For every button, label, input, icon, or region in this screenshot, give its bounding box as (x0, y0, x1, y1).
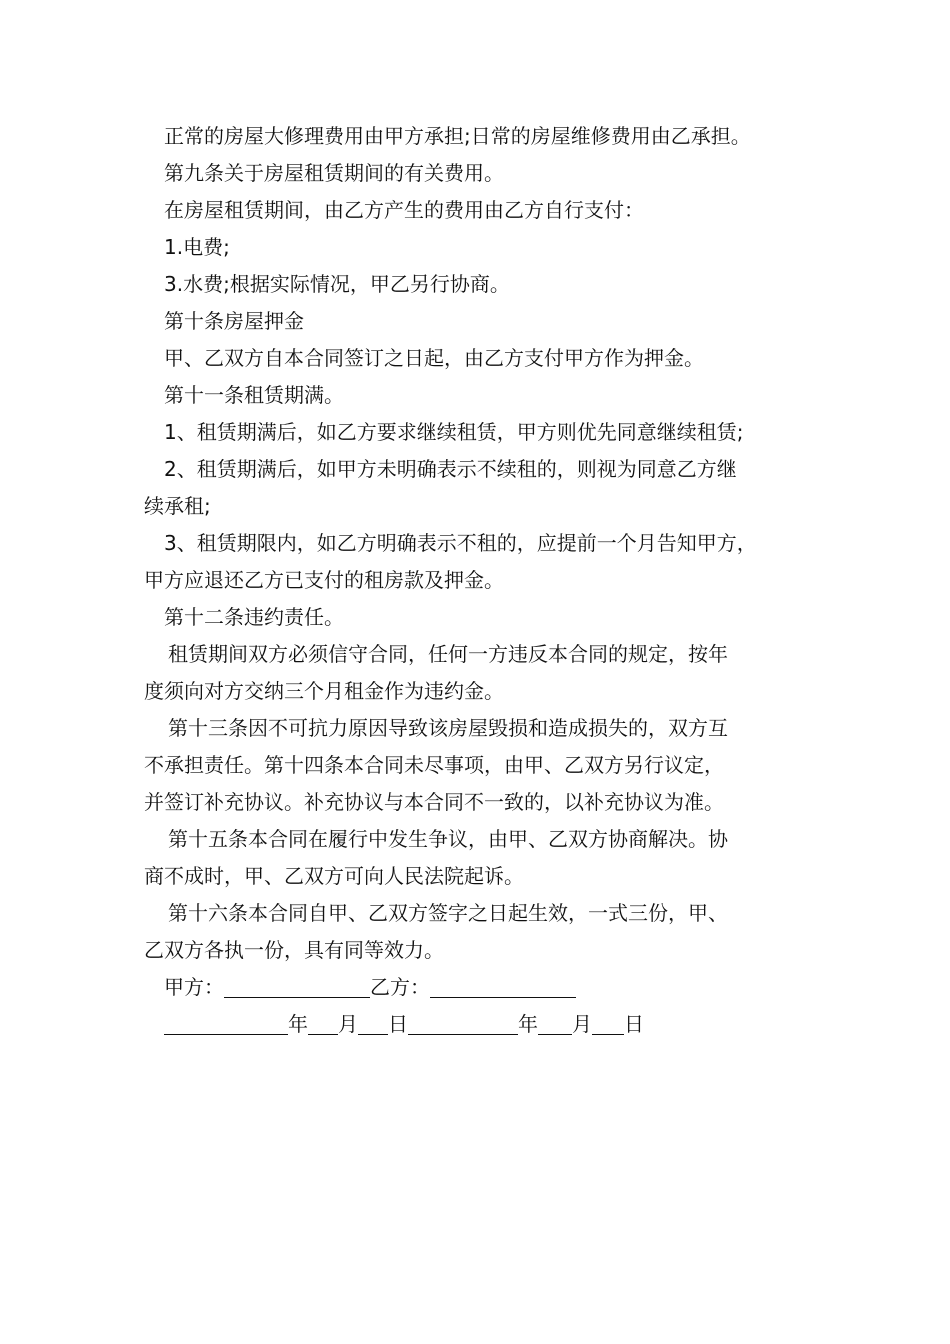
party-a-day-blank[interactable] (358, 1010, 388, 1035)
paragraph-line: 租赁期间双方必须信守合同，任何一方违反本合同的规定，按年 (168, 642, 728, 666)
paragraph-continuation: 商不成时，甲、乙双方可向人民法院起诉。 (144, 864, 524, 888)
date-line (144, 1006, 824, 1043)
list-item: 2、租赁期满后，如甲方未明确表示不续租的，则视为同意乙方继 (164, 457, 737, 481)
paragraph-line: 甲、乙双方自本合同签订之日起，由乙方支付甲方作为押金。 (164, 346, 704, 370)
day-label: 日 (624, 1012, 644, 1036)
list-item: 1.电费; (164, 235, 230, 259)
paragraph-line: 第十五条本合同在履行中发生争议，由甲、乙双方协商解决。协 (168, 827, 728, 851)
day-label: 日 (388, 1012, 408, 1036)
party-b-year-blank[interactable] (408, 1010, 518, 1035)
list-item: 1、租赁期满后，如乙方要求继续租赁，甲方则优先同意继续租赁; (164, 420, 744, 444)
list-item-continuation: 甲方应退还乙方已支付的租房款及押金。 (144, 568, 504, 592)
party-a-year-blank[interactable] (164, 1010, 288, 1035)
signature-line (144, 969, 824, 1006)
clause-heading: 第十条房屋押金 (164, 309, 304, 333)
party-b-signature-blank[interactable] (430, 973, 576, 998)
clause-heading: 第十二条违约责任。 (164, 605, 344, 629)
clause-heading: 第九条关于房屋租赁期间的有关费用。 (164, 161, 504, 185)
party-b-month-blank[interactable] (538, 1010, 572, 1035)
year-label: 年 (288, 1012, 308, 1036)
party-a-label: 甲方： (164, 975, 224, 999)
paragraph-line: 在房屋租赁期间，由乙方产生的费用由乙方自行支付： (164, 198, 644, 222)
party-a-signature-blank[interactable] (224, 973, 370, 998)
paragraph-continuation: 不承担责任。第十四条本合同未尽事项，由甲、乙双方另行议定， (144, 753, 724, 777)
party-b-label: 乙方： (370, 975, 430, 999)
year-label: 年 (518, 1012, 538, 1036)
list-item: 3、租赁期限内，如乙方明确表示不租的，应提前一个月告知甲方， (164, 531, 757, 555)
party-a-month-blank[interactable] (308, 1010, 338, 1035)
contract-body (144, 118, 824, 1043)
paragraph-continuation: 并签订补充协议。补充协议与本合同不一致的，以补充协议为准。 (144, 790, 724, 814)
paragraph-line: 第十三条因不可抗力原因导致该房屋毁损和造成损失的，双方互 (168, 716, 728, 740)
month-label: 月 (572, 1012, 592, 1036)
paragraph-continuation: 度须向对方交纳三个月租金作为违约金。 (144, 679, 504, 703)
clause-heading: 第十一条租赁期满。 (164, 383, 344, 407)
paragraph-continuation: 乙双方各执一份，具有同等效力。 (144, 938, 444, 962)
paragraph-line: 第十六条本合同自甲、乙双方签字之日起生效，一式三份，甲、 (168, 901, 728, 925)
list-item-continuation: 续承租; (144, 494, 211, 518)
paragraph-line: 正常的房屋大修理费用由甲方承担;日常的房屋维修费用由乙承担。 (164, 124, 751, 148)
month-label: 月 (338, 1012, 358, 1036)
list-item: 3.水费;根据实际情况，甲乙另行协商。 (164, 272, 510, 296)
party-b-day-blank[interactable] (592, 1010, 624, 1035)
